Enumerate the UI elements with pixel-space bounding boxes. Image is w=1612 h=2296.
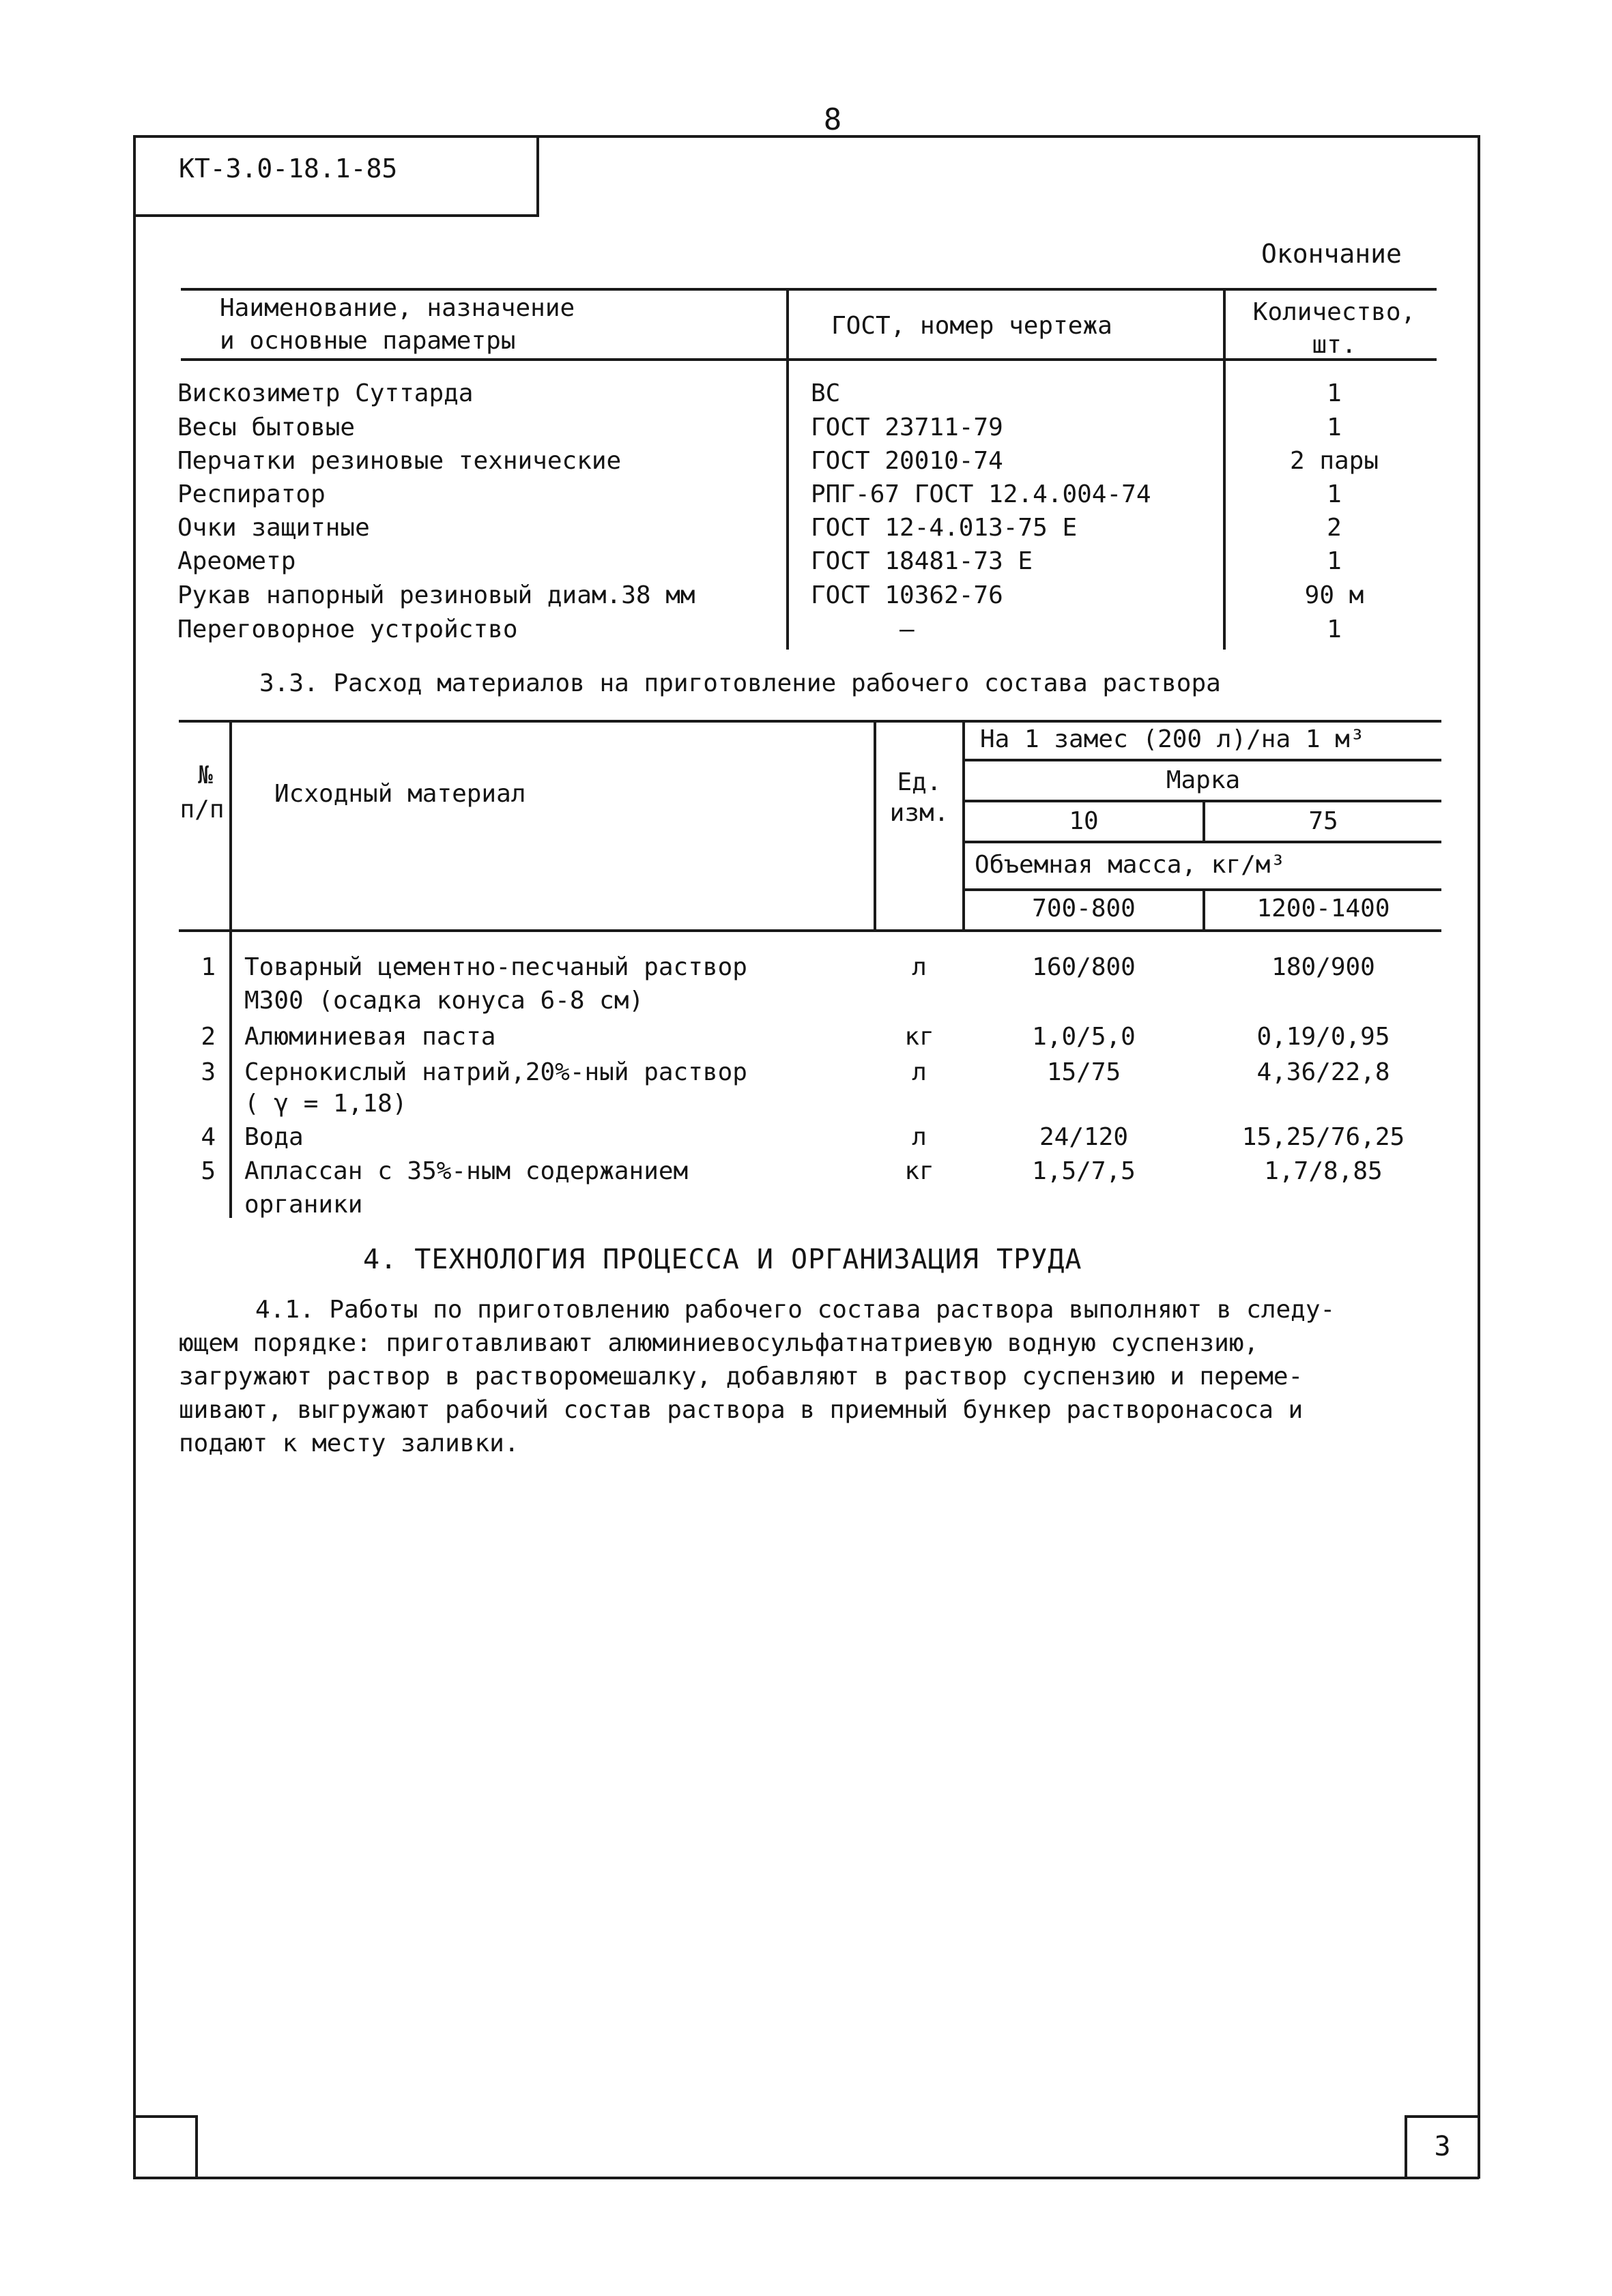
equipment-table-col-rule-1: [786, 288, 789, 650]
materials-header-unit-line2: изм.: [889, 799, 949, 827]
continuation-label: Окончание: [1261, 239, 1402, 269]
equipment-row-gost: ГОСТ 10362-76: [811, 581, 1003, 609]
materials-row-unit: кг: [904, 1157, 934, 1185]
materials-row-number: 2: [201, 1023, 216, 1051]
equipment-row-qty: 2: [1327, 514, 1342, 542]
equipment-row-qty: 2 пары: [1289, 447, 1379, 475]
paragraph-line: ющем порядке: приготавливают алюминиевосульфатнатриевую водную суспензию,: [179, 1329, 1259, 1357]
materials-row-material: Алюминиевая паста: [244, 1023, 496, 1051]
equipment-row-gost: РПГ-67 ГОСТ 12.4.004-74: [811, 480, 1151, 508]
equipment-row-name: Респиратор: [177, 480, 326, 508]
materials-row-number: 4: [201, 1123, 216, 1151]
equipment-header-qty-line1: Количество,: [1252, 298, 1416, 326]
materials-header-unit-line1: Ед.: [897, 768, 942, 796]
equipment-row-gost: ГОСТ 23711-79: [811, 413, 1003, 441]
equipment-row-gost: –: [899, 615, 915, 643]
materials-row-value-a: 1,0/5,0: [1032, 1023, 1136, 1051]
materials-row-material: Аплассан с 35%-ным содержанием: [244, 1157, 689, 1185]
materials-row-value-b: 0,19/0,95: [1256, 1023, 1390, 1051]
materials-header-grade-a: 10: [1069, 807, 1099, 835]
equipment-header-name-line1: Наименование, назначение: [220, 294, 575, 322]
equipment-table-col-rule-2: [1223, 288, 1226, 650]
materials-row-material: Товарный цементно-песчаный раствор: [244, 953, 747, 981]
paragraph-line: загружают раствор в растворомешалку, добавляют в раствор суспензию и переме-: [179, 1363, 1304, 1391]
frame-bottom: [133, 2177, 1479, 2179]
materials-row-material-cont: органики: [244, 1191, 363, 1219]
materials-row-material: Сернокислый натрий,20%-ный раствор: [244, 1058, 747, 1086]
materials-row-value-b: 4,36/22,8: [1256, 1058, 1390, 1086]
section-4-heading: 4. ТЕХНОЛОГИЯ ПРОЦЕССА И ОРГАНИЗАЦИЯ ТРУДА: [363, 1244, 1082, 1275]
materials-row-value-a: 24/120: [1039, 1123, 1129, 1151]
materials-row-material: Вода: [244, 1123, 304, 1151]
materials-row-unit: л: [912, 1058, 927, 1086]
equipment-row-gost: ГОСТ 12-4.013-75 Е: [811, 514, 1078, 542]
equipment-row-gost: ГОСТ 20010-74: [811, 447, 1003, 475]
materials-header-material: Исходный материал: [274, 780, 526, 808]
equipment-row-name: Вискозиметр Суттарда: [177, 379, 474, 407]
equipment-row-qty: 1: [1327, 615, 1342, 643]
equipment-row-gost: ГОСТ 18481-73 Е: [811, 547, 1033, 575]
equipment-row-name: Рукав напорный резиновый диам.38 мм: [177, 581, 695, 609]
equipment-header-name-line2: и основные параметры: [220, 327, 516, 355]
materials-table-header-rule: [179, 929, 1441, 932]
equipment-row-name: Перчатки резиновые технические: [177, 447, 622, 475]
bottom-page-number: 3: [1434, 2131, 1451, 2162]
equipment-row-qty: 1: [1327, 547, 1342, 575]
equipment-row-gost: ВС: [811, 379, 841, 407]
equipment-header-gost: ГОСТ, номер чертежа: [831, 312, 1112, 340]
materials-header-grade-b: 75: [1308, 807, 1338, 835]
materials-row-number: 5: [201, 1157, 216, 1185]
doc-code: КТ-3.0-18.1-85: [179, 154, 398, 184]
equipment-row-qty: 90 м: [1304, 581, 1364, 609]
materials-header-density-b: 1200-1400: [1256, 895, 1390, 922]
materials-row-value-b: 1,7/8,85: [1264, 1157, 1383, 1185]
paragraph-line: 4.1. Работы по приготовлению рабочего состава раствора выполняют в следу-: [255, 1296, 1336, 1324]
materials-subheader-rule-1: [964, 759, 1441, 761]
materials-col-rule-num: [229, 720, 232, 1218]
materials-row-material-cont: ( γ = 1,18): [244, 1090, 407, 1118]
paragraph-line: подают к месту заливки.: [179, 1429, 519, 1457]
section-3-3-title: 3.3. Расход материалов на приготовление рабочего состава раствора: [259, 669, 1221, 697]
materials-row-unit: кг: [904, 1023, 934, 1051]
materials-row-value-a: 1,5/7,5: [1032, 1157, 1136, 1185]
top-page-number: 8: [823, 102, 842, 137]
materials-row-unit: л: [912, 1123, 927, 1151]
materials-header-per-batch: На 1 замес (200 л)/на 1 м³: [980, 725, 1365, 753]
frame-right: [1478, 135, 1480, 2179]
materials-row-value-a: 15/75: [1046, 1058, 1121, 1086]
equipment-row-name: Переговорное устройство: [177, 615, 518, 643]
materials-row-number: 1: [201, 953, 216, 981]
paragraph-line: шивают, выгружают рабочий состав раствора в приемный бункер растворонасоса и: [179, 1396, 1304, 1424]
materials-header-density: Объемная масса, кг/м³: [975, 851, 1286, 879]
bottom-left-box: [133, 2115, 198, 2179]
materials-header-density-a: 700-800: [1032, 895, 1136, 922]
equipment-row-qty: 1: [1327, 379, 1342, 407]
materials-row-unit: л: [912, 953, 927, 981]
materials-row-value-b: 15,25/76,25: [1241, 1123, 1405, 1151]
section-4-paragraph: [179, 1293, 1335, 1460]
equipment-header-qty-line2: шт.: [1312, 331, 1357, 359]
equipment-row-qty: 1: [1327, 413, 1342, 441]
frame-left: [133, 135, 136, 2179]
materials-header-grade: Марка: [1166, 766, 1241, 794]
equipment-row-name: Ареометр: [177, 547, 296, 575]
materials-header-num-line1: №: [198, 761, 213, 789]
materials-header-num-line2: п/п: [179, 796, 225, 824]
materials-table-top-rule: [179, 720, 1441, 723]
equipment-table-top-rule: [181, 288, 1437, 291]
equipment-row-qty: 1: [1327, 480, 1342, 508]
materials-subheader-rule-3: [964, 841, 1441, 843]
materials-row-value-b: 180/900: [1271, 953, 1375, 981]
equipment-row-name: Очки защитные: [177, 514, 370, 542]
equipment-row-name: Весы бытовые: [177, 413, 356, 441]
materials-row-value-a: 160/800: [1032, 953, 1136, 981]
materials-row-material-cont: М300 (осадка конуса 6-8 см): [244, 987, 644, 1015]
materials-row-number: 3: [201, 1058, 216, 1086]
